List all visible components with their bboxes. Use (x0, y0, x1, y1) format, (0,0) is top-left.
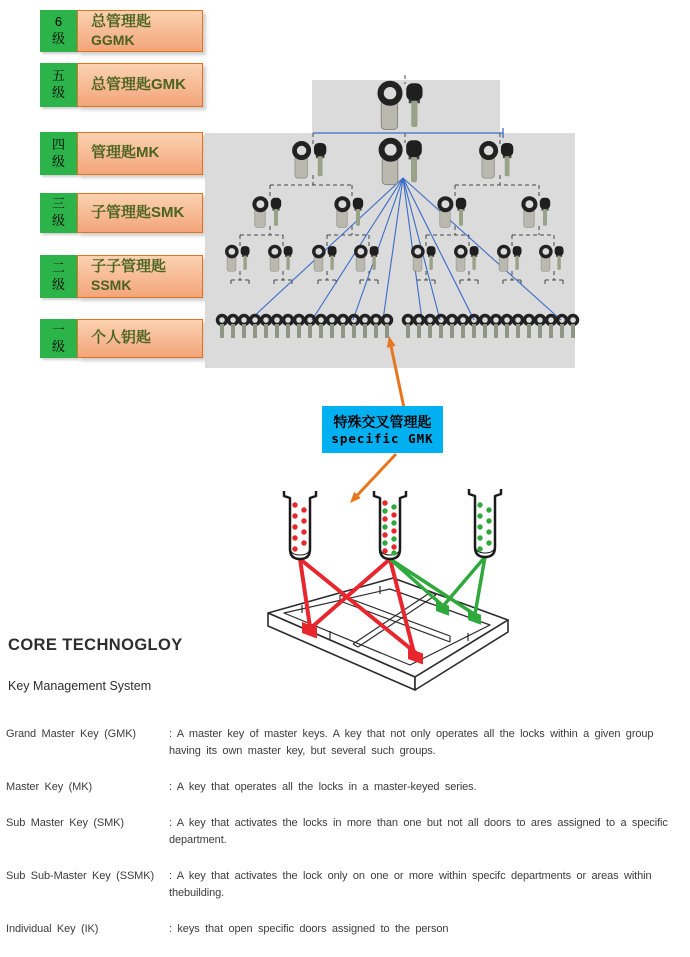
level-badge-4 (40, 132, 77, 175)
section-subtitle: Key Management System (8, 679, 152, 693)
label-line: 总管理匙GMK (91, 75, 186, 93)
definition-term: Sub Master Key (SMK) (6, 817, 124, 830)
level-badge-2 (40, 255, 77, 298)
definition-row-ik (6, 921, 688, 938)
badge-line: 级 (51, 31, 65, 46)
label-line: GGMK (91, 31, 135, 48)
definition-desc: : A key that activates the lock only on one or more within specifc departments or areas within thebuilding. (169, 870, 652, 900)
badge-line: 五 (51, 68, 65, 84)
definition-row-ssmk (6, 868, 688, 902)
level-badge-6 (40, 10, 77, 52)
badge-line: 一 (51, 321, 65, 337)
badge-line: 级 (51, 276, 65, 292)
badge-line: 级 (51, 153, 65, 169)
level-label-ik (77, 319, 203, 358)
definition-term: Individual Key (IK) (6, 923, 99, 936)
badge-line: 级 (51, 85, 65, 100)
definition-term: Master Key (MK) (6, 781, 93, 794)
badge-line: 四 (51, 136, 65, 152)
level-badge-5 (40, 63, 77, 107)
core-technology-section (6, 632, 688, 957)
definition-row-mk (6, 779, 688, 796)
level-label-smk (77, 193, 203, 233)
badge-line: 级 (51, 213, 65, 228)
level-label-ssmk (77, 255, 203, 298)
definition-desc: : keys that open specific doors assigned to the person (169, 923, 449, 936)
section-title: CORE TECHNOGLOY (8, 636, 183, 654)
level-badge-3 (40, 193, 77, 233)
label-line: 子子管理匙 (91, 258, 167, 276)
level-label-ggmk (77, 10, 203, 52)
definition-desc: : A master key of master keys. A key that not only operates all the locks within a given group having its own master key, but several such groups. (169, 728, 654, 758)
level-label-gmk (77, 63, 203, 107)
key-hierarchy-tree (200, 75, 580, 375)
definition-desc: : A key that activates the locks in more than one but not all doors to ares assigned to a specific department. (169, 817, 668, 847)
definition-term: Grand Master Key (GMK) (6, 728, 136, 740)
definition-row-gmk (6, 726, 688, 760)
callout-chinese: 特殊交叉管理匙 (333, 413, 432, 430)
definition-term: Sub Sub-Master Key (SSMK) (6, 870, 155, 883)
callout-english: specific GMK (331, 431, 434, 447)
definition-desc: : A key that operates all the locks in a master-keyed series. (169, 781, 477, 794)
label-line: 管理匙MK (91, 144, 160, 162)
specific-gmk-callout (322, 406, 443, 453)
label-line: 子管理匙SMK (91, 203, 185, 221)
label-line: 总管理匙 (91, 12, 152, 30)
badge-line: 6 (54, 14, 63, 30)
badge-line: 级 (51, 338, 65, 354)
level-badge-1 (40, 319, 77, 358)
badge-line: 二 (51, 259, 65, 275)
level-label-mk (77, 132, 203, 175)
label-line: SSMK (91, 277, 132, 294)
label-line: 个人钥匙 (91, 329, 152, 347)
definition-row-smk (6, 815, 688, 849)
badge-line: 三 (51, 196, 65, 212)
